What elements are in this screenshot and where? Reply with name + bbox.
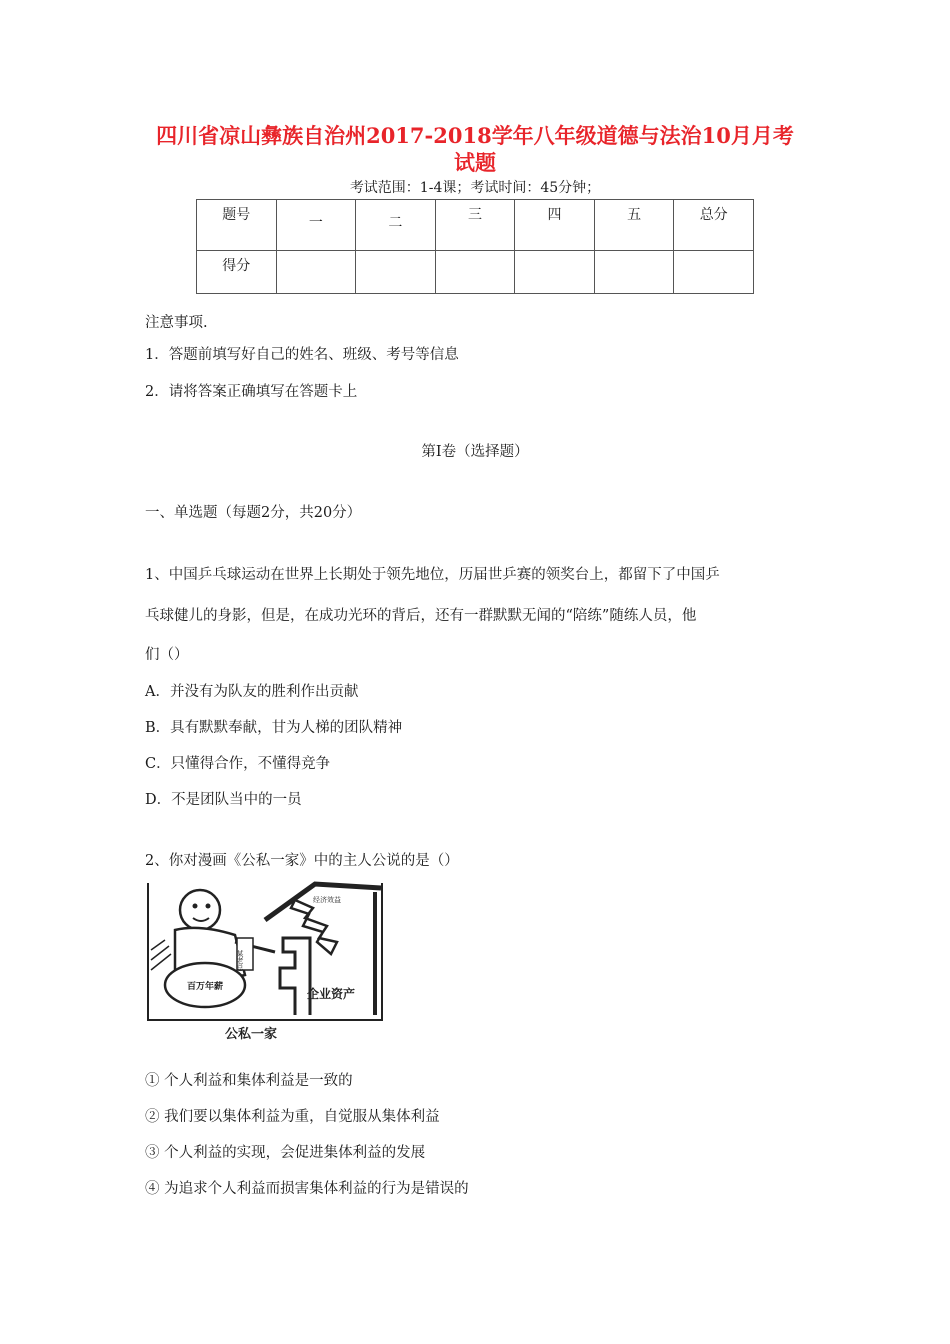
score-header-cell: 三	[435, 200, 515, 251]
title-line-2: 试题	[454, 150, 496, 175]
notes-heading: 注意事项.	[145, 315, 208, 331]
q1-option-d: D．不是团队当中的一员	[145, 792, 302, 808]
document-title	[120, 122, 830, 176]
score-table-score-row	[197, 251, 754, 294]
cartoon-salary-label: 百万年薪	[187, 982, 224, 992]
score-cell	[594, 251, 674, 294]
score-table	[196, 199, 754, 294]
score-cell	[435, 251, 515, 294]
part1-heading: 一、单选题（每题2分，共20分）	[145, 505, 362, 521]
section-title: 第Ⅰ卷（选择题）	[421, 444, 529, 460]
exam-info: 考试范围：1-4课；考试时间：45分钟；	[349, 180, 601, 196]
score-table-header-row	[197, 200, 754, 251]
q2-statement: ③ 个人利益的实现，会促进集体利益的发展	[145, 1145, 426, 1161]
q1-stem-line: 们（）	[145, 647, 189, 663]
score-header-cell: 二	[356, 200, 436, 251]
q2-statement: ④ 为追求个人利益而损害集体利益的行为是错误的	[145, 1181, 469, 1197]
note-item: 1．答题前填写好自己的姓名、班级、考号等信息	[145, 347, 459, 363]
q1-option-c: C．只懂得合作，不懂得竞争	[145, 756, 331, 772]
score-header-cell: 一	[276, 200, 356, 251]
q2-statement: ① 个人利益和集体利益是一致的	[145, 1073, 353, 1089]
score-cell	[356, 251, 436, 294]
score-cell	[276, 251, 356, 294]
q1-stem-line: 乓球健儿的身影，但是，在成功光环的背后，还有一群默默无闻的“陪练”随练人员，他	[145, 608, 697, 624]
score-row-label: 得分	[197, 251, 277, 294]
q2-stem: 2、你对漫画《公私一家》中的主人公说的是（）	[145, 853, 459, 869]
cartoon-assets-label: 企业资产	[307, 987, 356, 1001]
score-header-cell: 总分	[674, 200, 754, 251]
q2-statement: ② 我们要以集体利益为重，自觉服从集体利益	[145, 1109, 440, 1125]
score-header-cell: 四	[515, 200, 595, 251]
q1-stem-line: 1、中国乒乓球运动在世界上长期处于领先地位，历届世乒赛的领奖台上，都留下了中国乒	[145, 567, 720, 583]
score-cell	[674, 251, 754, 294]
cartoon-boss-label: 某老总	[236, 950, 244, 971]
cartoon-caption: 公私一家	[225, 1027, 278, 1042]
cartoon-image	[145, 880, 385, 1042]
q1-option-b: B．具有默默奉献，甘为人梯的团队精神	[145, 720, 403, 736]
cartoon-arrow-label: 经济效益	[313, 896, 341, 904]
q1-option-a: A．并没有为队友的胜利作出贡献	[145, 684, 359, 700]
score-header-cell: 题号	[197, 200, 277, 251]
score-header-cell: 五	[594, 200, 674, 251]
note-item: 2．请将答案正确填写在答题卡上	[145, 384, 358, 400]
title-line-1: 四川省凉山彝族自治州2017-2018学年八年级道德与法治10月月考	[156, 123, 794, 148]
score-cell	[515, 251, 595, 294]
